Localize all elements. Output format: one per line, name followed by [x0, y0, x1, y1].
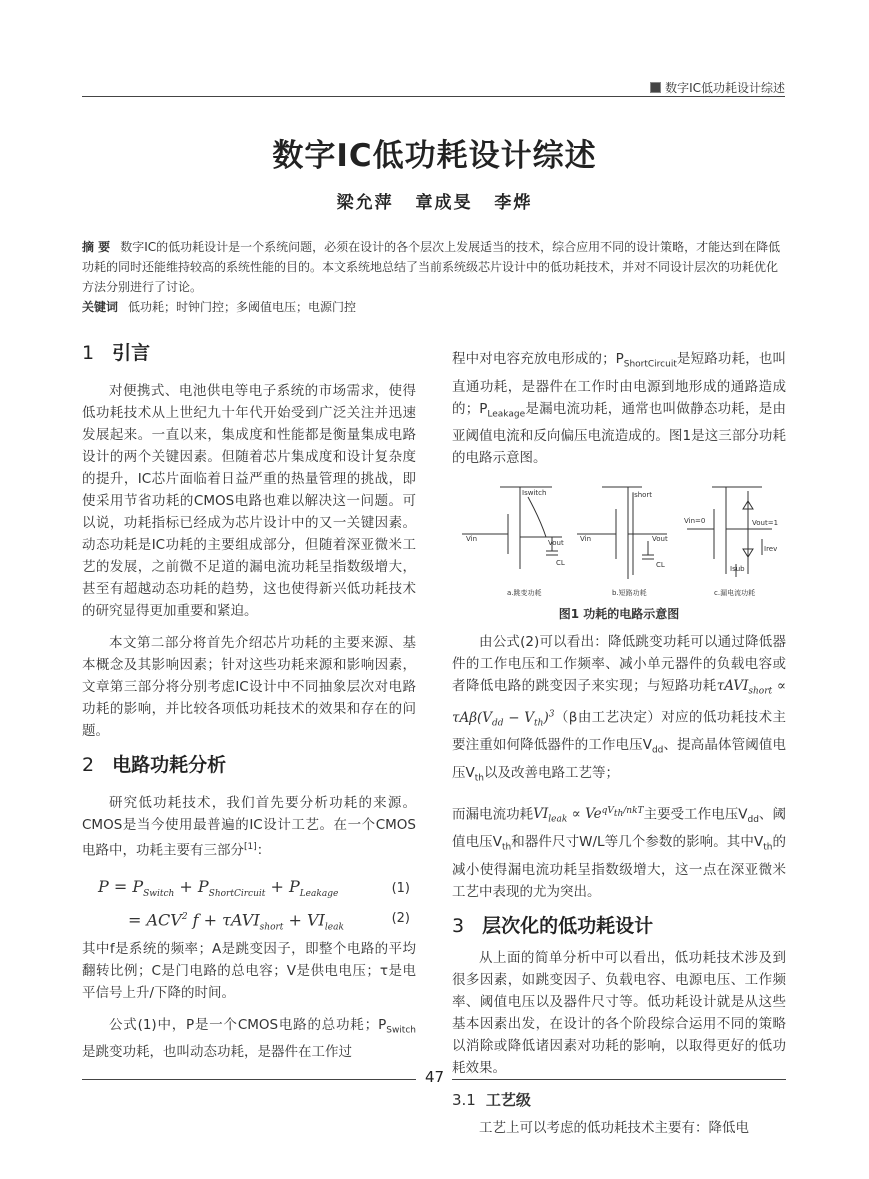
- keywords-label: 关键词: [82, 300, 119, 314]
- sec2-paragraph-3: [82, 1014, 416, 1064]
- sec2-p3-text: 公式(1)中，P是一个CMOS电路的总功耗；P: [109, 1016, 387, 1033]
- right-paragraph-2: [452, 800, 786, 903]
- label-vin0: Vin=0: [684, 517, 706, 526]
- section-title: 电路功耗分析: [112, 754, 227, 776]
- label-cl-a: CL: [556, 559, 565, 568]
- section-3-1-heading: [452, 1089, 786, 1111]
- label-vout-b: Vout: [652, 535, 668, 544]
- sec2-p1-text: 研究低功耗技术，我们首先要分析功耗的来源。CMOS是当今使用最普遍的IC设计工艺。在一个CMOS电路中，功耗主要有三部分: [82, 795, 416, 859]
- equation-1: [82, 872, 416, 902]
- keywords-text: 低功耗；时钟门控；多阈值电压；电源门控: [128, 300, 357, 314]
- subscript: Switch: [386, 1025, 416, 1036]
- equation-2-number: (2): [391, 910, 410, 926]
- section-number: 1: [82, 342, 95, 364]
- text: 主要受工作电压V: [643, 806, 748, 823]
- figure-1-circuits: [452, 479, 786, 599]
- circuit-diagram: [452, 479, 786, 599]
- subscript: dd: [747, 814, 759, 825]
- equation-2-body: = $ACV^2$ $f + \tau AVI_{short} + VI_{leak}$: [128, 909, 344, 933]
- sec2-paragraph-1: [82, 792, 416, 862]
- sec2-p3-end: 是跳变功耗，也叫动态功耗，是器件在工作过: [82, 1044, 352, 1061]
- authors: 梁允萍 章成旻 李烨: [336, 193, 533, 213]
- right-paragraph-0: [452, 348, 786, 469]
- caption-a: a.跳变功耗: [507, 589, 542, 598]
- text: 以及改善电路工艺等；: [483, 764, 619, 781]
- left-column: [82, 340, 416, 1073]
- subscript: Leakage: [487, 409, 526, 420]
- text: 的减小使得漏电流功耗呈指数级增大，这一点在深亚微米工艺中表现的尤为突出。: [452, 833, 786, 900]
- section-2-heading: [82, 752, 416, 778]
- short-circuit-formula: $\tau AVI_{short} \propto \tau A\beta(V_{dd} - V_{th})^3$: [452, 678, 787, 729]
- label-isub: Isub: [730, 565, 745, 574]
- section-title: 引言: [112, 342, 151, 364]
- label-ishort: Ishort: [632, 491, 653, 500]
- text: 、提高晶体管阈值电压V: [452, 737, 786, 781]
- caption-c: c.漏电流功耗: [714, 589, 756, 598]
- right-paragraph-1: [452, 631, 786, 789]
- subscript: th: [501, 842, 512, 853]
- page-number: 47: [424, 1068, 445, 1086]
- sec1-paragraph-1: 对便携式、电池供电等电子系统的市场需求，使得低功耗技术从上世纪九十年代开始受到广泛关注并迅速发展起来。一直以来，集成度和性能都是衡量集成电路设计的两个关键因素。但随着芯片集成度和设计复杂度的提升，IC芯片面临着日益严重的热量管理的挑战，即使采用节省功耗的CMOS电路也难以解决这一问题。可以说，功耗指标已经成为芯片设计中的又一关键因素。动态功耗是IC功耗的主要组成部分，但随着深亚微米工艺的发展，之前微不足道的漏电流功耗呈指数级增大，甚至有超越动态功耗的趋势，这也使得新兴低功耗技术的研究显得更加重要和紧迫。: [82, 383, 416, 619]
- section-title: 层次化的低功耗设计: [482, 914, 654, 937]
- label-vin-b: Vin: [580, 535, 592, 544]
- text: （β由工艺决定）对应的低功耗技术主要注重如何降低器件的工作电压V: [452, 709, 786, 754]
- figure-1-caption: 图1 功耗的电路示意图: [558, 607, 680, 622]
- paper-title: 数字IC低功耗设计综述: [272, 138, 597, 174]
- section-title: 工艺级: [485, 1090, 531, 1109]
- text: 而漏电流功耗: [452, 806, 534, 823]
- citation: [1]: [244, 842, 257, 852]
- leakage-formula: $VI_{leak} \propto Ve^{qV_{th}/nkT}$: [533, 805, 644, 825]
- section-number: 3.1: [452, 1090, 476, 1109]
- section-number: 2: [82, 754, 95, 776]
- section-number: 3: [452, 914, 465, 937]
- square-bullet-icon: [650, 82, 661, 93]
- text: 由公式(2)可以看出：降低跳变功耗可以通过降低器件的工作电压和工作频率、减小单元器件的负载电容或者降低电路的跳变因子来实现；与短路功耗: [452, 634, 786, 695]
- equation-2: [82, 902, 416, 932]
- abstract-label: 摘 要: [82, 240, 111, 254]
- subscript: th: [474, 773, 484, 784]
- section-3-heading: [452, 913, 786, 939]
- sec3-paragraph-1: 从上面的简单分析中可以看出，低功耗技术涉及到很多因素，如跳变因子、负载电容、电源电压、工作频率、阈值电压以及器件尺寸等。低功耗设计就是从这些基本因素出发，在设计的各个阶段综合运用不同的策略以消除或降低诸因素对功耗的影响，以取得更好的低功耗效果。: [452, 949, 786, 1076]
- text: 和器件尺寸W/L等几个参数的影响。其中V: [511, 833, 764, 850]
- sec3-1-paragraph-1: 工艺上可以考虑的低功耗技术主要有：降低电: [479, 1119, 749, 1136]
- right-column: [452, 348, 786, 1149]
- running-header: [650, 79, 785, 96]
- running-header-text: 数字IC低功耗设计综述: [665, 81, 785, 95]
- equation-1-number: (1): [391, 880, 410, 896]
- sec2-paragraph-2: 其中f是系统的频率；A是跳变因子，即整个电路的平均翻转比例；C是门电路的总电容；V是供电电压；τ是电平信号上升/下降的时间。: [82, 940, 416, 1001]
- header-rule: [82, 96, 785, 97]
- label-vin-a: Vin: [466, 535, 478, 544]
- abstract: [82, 237, 786, 317]
- sec1-paragraph-2: 本文第二部分将首先介绍芯片功耗的主要来源、基本概念及其影响因素；针对这些功耗来源和影响因素，文章第三部分将分别考虑IC设计中不同抽象层次对电路功耗的影响，并比较各项低功耗技术的效果和存在的问题。: [82, 635, 416, 739]
- label-cl-b: CL: [656, 561, 665, 570]
- label-irev: Irev: [764, 545, 778, 554]
- subscript: ShortCircuit: [623, 359, 677, 370]
- label-vout1: Vout=1: [752, 519, 779, 528]
- label-vout-a: Vout: [548, 539, 564, 548]
- abstract-text: 数字IC的低功耗设计是一个系统问题，必须在设计的各个层次上发展适当的技术，综合应用不同的设计策略，才能达到在降低功耗的同时还能维持较高的系统性能的目的。本文系统地总结了当前系统级芯片设计中的低功耗技术，并对不同设计层次的功耗优化方法分别进行了讨论。: [82, 240, 781, 294]
- text: 是短路功耗，也叫直通功耗，是器件在工作时由电源到地形成的通路造成的；P: [452, 351, 787, 417]
- label-iswitch: Iswitch: [522, 489, 547, 498]
- sec2-p1-end: ：: [256, 842, 271, 859]
- subscript: th: [763, 842, 773, 853]
- equation-1-body: $P = P_{Switch} + P_{ShortCircuit} + P_{Leakage}$: [98, 876, 339, 899]
- text: 程中对电容充放电形成的；P: [452, 351, 624, 367]
- subscript: dd: [651, 745, 664, 756]
- caption-b: b.短路功耗: [612, 589, 647, 598]
- text: 是漏电流功耗，通常也叫做静态功耗，是由亚阈值电流和反向偏压电流造成的。图1是这三部分功耗的电路示意图。: [452, 400, 786, 467]
- text: 、阈值电压V: [452, 806, 787, 850]
- section-1-heading: [82, 340, 416, 366]
